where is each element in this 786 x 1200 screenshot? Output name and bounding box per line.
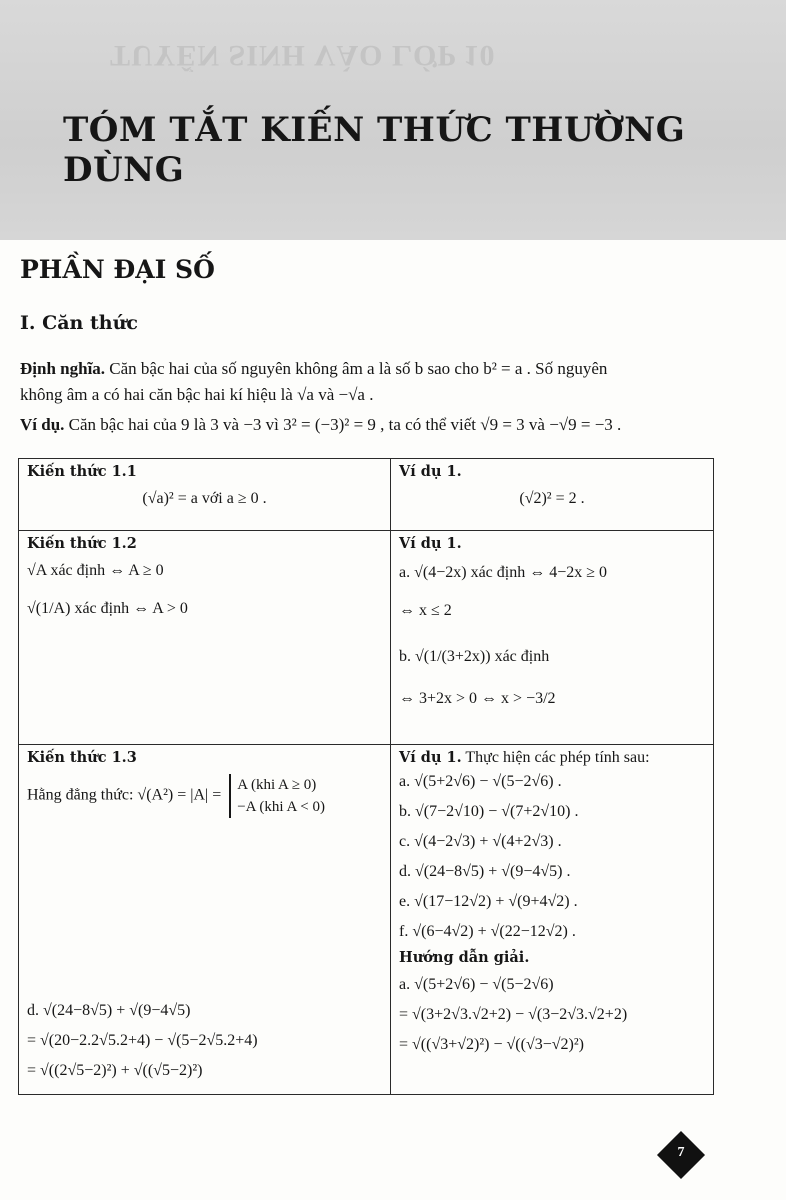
exercise-line: f. √(6−4√2) + √(22−12√2) . (399, 923, 576, 940)
example-title: Ví dụ 1. (399, 463, 462, 480)
knowledge-title: Kiến thức 1.1 (27, 463, 137, 480)
example-line: b. √(1/(3+2x)) xác định (399, 648, 550, 665)
table-row (19, 459, 714, 531)
exercise-line: b. √(7−2√10) − √(7+2√10) . (399, 803, 579, 820)
page-number: 7 (677, 1145, 685, 1160)
definition-line-2: không âm a có hai căn bậc hai kí hiệu là √a và −√a . (20, 385, 374, 404)
table-row (19, 745, 714, 1095)
banner-ghost-text: TUYỂN SINH VÀO LỚP 10 (110, 39, 496, 72)
solution-line: = √((2√5−2)²) + √((√5−2)²) (27, 1062, 203, 1079)
exercise-line: a. √(5+2√6) − √(5−2√6) . (399, 773, 562, 790)
formula: (√a)² = a với a ≥ 0 . (142, 490, 267, 507)
piecewise-case-1: A (khi A ≥ 0) (237, 777, 317, 793)
guide-line: = √((√3+√2)²) − √((√3−√2)²) (399, 1036, 584, 1053)
table-row (19, 531, 714, 745)
example-label: Ví dụ. (20, 415, 65, 434)
definition-label: Định nghĩa. (20, 359, 106, 378)
knowledge-cell (19, 531, 391, 745)
definition-paragraph (20, 356, 725, 408)
page-title: TÓM TẮT KIẾN THỨC THƯỜNG DÙNG (63, 110, 686, 190)
example-paragraph (20, 412, 725, 438)
example-cell (391, 745, 714, 1095)
solution-line: d. √(24−8√5) + √(9−4√5) (27, 1002, 191, 1019)
formula: √A xác định ⇔ A ≥ 0 (27, 562, 164, 579)
example-line: a. √(4−2x) xác định ⇔ 4−2x ≥ 0 (399, 564, 608, 581)
guide-title: Hướng dẫn giải. (399, 949, 530, 966)
subsection-title: I. Căn thức (20, 312, 138, 334)
knowledge-cell (19, 459, 391, 531)
example-text: Căn bậc hai của 9 là 3 và −3 vì 3² = (−3)² = 9 , ta có thể viết √9 = 3 và −√9 = −3 . (68, 415, 622, 434)
example-formula: (√2)² = 2 . (519, 490, 585, 507)
example-line: ⇔ x ≤ 2 (399, 602, 452, 619)
exercise-line: c. √(4−2√3) + √(4+2√3) . (399, 833, 562, 850)
knowledge-title: Kiến thức 1.2 (27, 535, 137, 552)
guide-line: = √(3+2√3.√2+2) − √(3−2√3.√2+2) (399, 1006, 628, 1023)
formula: √(1/A) xác định ⇔ A > 0 (27, 600, 188, 617)
exercise-line: d. √(24−8√5) + √(9−4√5) . (399, 863, 571, 880)
guide-line: a. √(5+2√6) − √(5−2√6) (399, 976, 554, 993)
exercise-line: e. √(17−12√2) + √(9+4√2) . (399, 893, 578, 910)
example-title: Ví dụ 1. (399, 749, 462, 766)
identity-formula: Hằng đẳng thức: √(A²) = |A| = (27, 786, 222, 804)
example-cell (391, 459, 714, 531)
knowledge-title: Kiến thức 1.3 (27, 749, 137, 766)
example-title: Ví dụ 1. (399, 535, 462, 552)
chapter-banner (0, 0, 786, 240)
example-cell (391, 531, 714, 745)
example-instruction: Thực hiện các phép tính sau: (465, 749, 650, 766)
example-line: ⇔ 3+2x > 0 ⇔ x > −3/2 (399, 690, 556, 707)
piecewise-case-2: −A (khi A < 0) (237, 799, 325, 815)
piecewise-brace (229, 774, 325, 818)
section-title: PHẦN ĐẠI SỐ (20, 255, 215, 284)
knowledge-table (18, 458, 714, 1095)
knowledge-cell (19, 745, 391, 1095)
solution-line: = √(20−2.2√5.2+4) − √(5−2√5.2+4) (27, 1032, 258, 1049)
definition-line-1: Căn bậc hai của số nguyên không âm a là số b sao cho b² = a . Số nguyên (109, 359, 608, 378)
